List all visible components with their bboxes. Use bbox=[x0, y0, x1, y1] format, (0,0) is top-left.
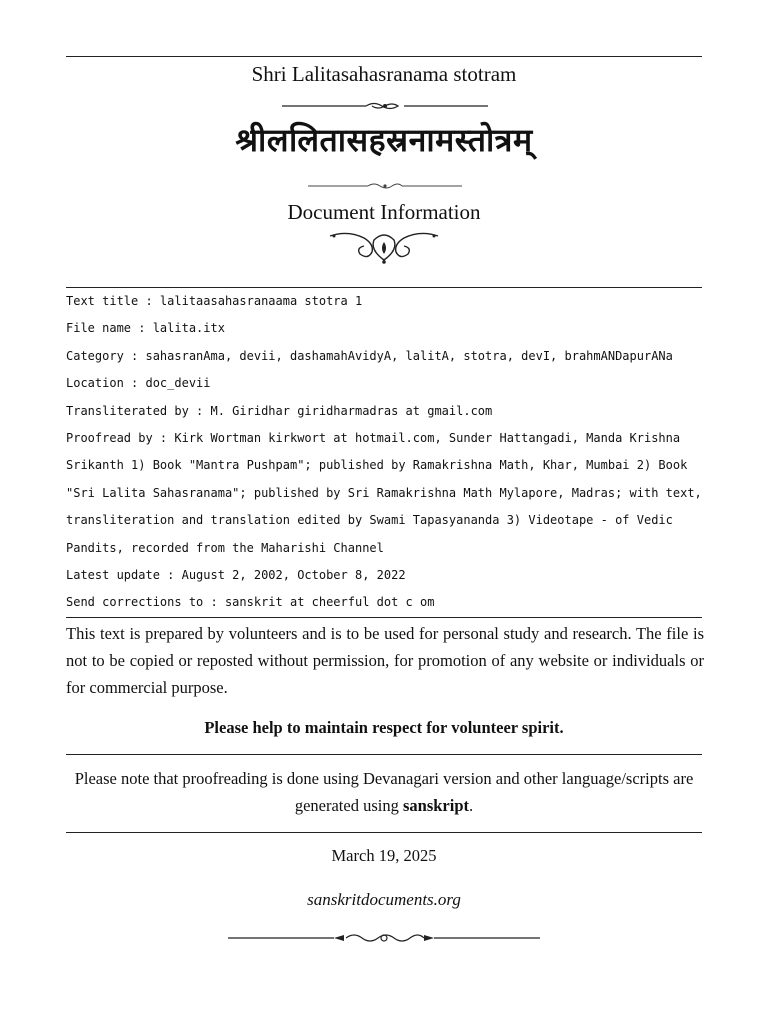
info-proofread-line-5: Pandits, recorded from the Maharishi Channel bbox=[66, 540, 384, 555]
info-proofread-line-4: transliteration and translation edited by Swami Tapasyananda 3) Videotape - of Vedic bbox=[66, 513, 673, 528]
note-bottom-rule bbox=[66, 832, 702, 833]
flourish-ornament-icon bbox=[328, 226, 440, 266]
info-proofread-line-2: Srikanth 1) Book "Mantra Pushpam"; published by Ramakrishna Math, Khar, Mumbai 2) Book bbox=[66, 458, 688, 473]
sanskrit-title: श्रीललितासहस्रनामस्तोत्रम् bbox=[235, 121, 533, 159]
volunteer-respect-notice: Please help to maintain respect for volunteer spirit. bbox=[204, 718, 564, 737]
info-bottom-rule bbox=[66, 617, 702, 618]
info-proofread-line-3: "Sri Lalita Sahasranama"; published by Sri Ramakrishna Math Mylapore, Madras; with text, bbox=[66, 485, 702, 500]
footer-ornament-divider bbox=[228, 930, 540, 946]
info-file-name: File name : lalita.itx bbox=[66, 321, 225, 336]
info-location: Location : doc_devii bbox=[66, 376, 211, 391]
site-name: sanskritdocuments.org bbox=[307, 890, 461, 909]
info-category: Category : sahasranAma, devii, dashamahAvidyA, lalitA, stotra, devI, brahmANDapurANa bbox=[66, 348, 673, 363]
section-heading: Document Information bbox=[287, 200, 481, 224]
info-text-title: Text title : lalitaasahasranaama stotra 1 bbox=[66, 294, 363, 308]
page-title: Shri Lalitasahasranama stotram bbox=[251, 62, 517, 86]
info-latest-update: Latest update : August 2, 2002, October 8, 2022 bbox=[66, 568, 406, 583]
sanskrit-ornament-divider bbox=[308, 180, 462, 192]
proofreading-note-end: . bbox=[469, 796, 474, 815]
document-date: March 19, 2025 bbox=[331, 846, 437, 865]
top-rule bbox=[66, 56, 702, 57]
info-proofread-by: Proofread by : Kirk Wortman kirkwort at hotmail.com, Sunder Hattangadi, Manda Krishna bbox=[66, 431, 681, 446]
proofreading-note bbox=[60, 765, 708, 819]
usage-notice-paragraph: This text is prepared by volunteers and is to be used for personal study and research. The file is not to be copied or reposted without permission, for promotion of any website or individuals or for commercial purpose. bbox=[66, 624, 704, 697]
info-transliterated-by: Transliterated by : M. Giridhar giridharmadras at gmail.com bbox=[66, 403, 493, 418]
title-ornament-divider bbox=[282, 98, 488, 114]
proofreading-note-text: Please note that proofreading is done using Devanagari version and other language/scripts are generated using bbox=[74, 769, 694, 815]
document-info-block bbox=[66, 288, 706, 617]
info-send-corrections: Send corrections to : sanskrit at cheerful dot c om bbox=[66, 595, 435, 610]
notice-bottom-rule bbox=[66, 754, 702, 755]
sanscript-tool-name: sanskript bbox=[402, 796, 470, 815]
